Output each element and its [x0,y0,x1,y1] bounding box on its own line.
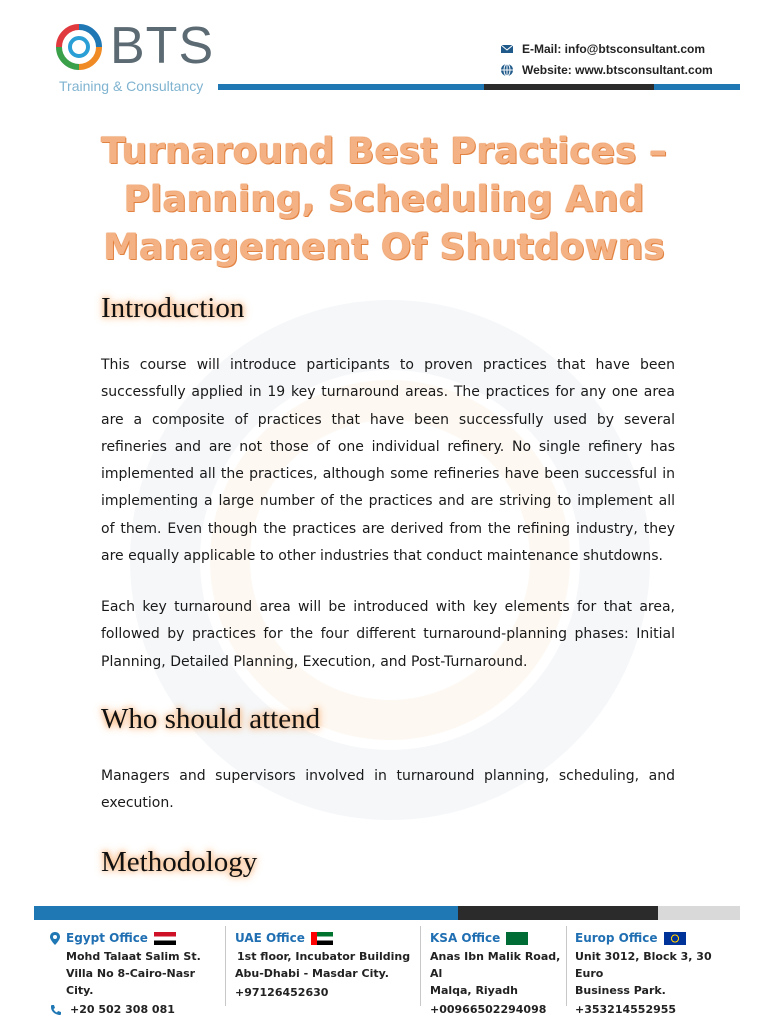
header-bar-dark [484,84,654,90]
phone-icon [50,1004,62,1016]
bts-logo-icon [56,24,102,70]
office-phone: +353214552955 [575,1003,677,1016]
uae-flag-icon [311,932,333,945]
email-icon [500,42,514,56]
who-should-attend-paragraph: Managers and supervisors involved in turnaround planning, scheduling, and execution. [101,768,675,812]
website-text: Website: www.btsconsultant.com [522,63,713,77]
egypt-flag-icon [154,932,176,945]
footer-bar-grey [658,906,740,920]
title-line-3: Management Of Shutdowns [103,227,665,268]
introduction-heading: Introduction [101,292,245,324]
office-address-1: Anas Ibn Malik Road, Al [430,950,561,980]
brand-name: BTS [110,17,215,75]
office-name: Egypt Office [66,931,148,945]
footer-bar-dark [458,906,658,920]
title-line-1: Turnaround Best Practices – [100,131,667,172]
office-address-2: Villa No 8-Cairo-Nasr City. [66,967,196,997]
office-address-2: Business Park. [575,984,666,997]
header-bar-blue [218,84,484,90]
introduction-paragraph-2: Each key turnaround area will be introduced with key elements for that area, followed by practices for the four different turnaround-planning phases: Initial Planning, Detailed Planning, Execution, and Post-Turnaround. [101,599,675,670]
methodology-heading: Methodology [101,846,258,878]
title-line-2: Planning, Scheduling And [123,179,645,220]
footer-divider [420,926,421,1006]
office-name: Europ Office [575,931,658,945]
contact-website[interactable] [500,63,713,77]
footer-divider [225,926,226,1006]
office-address-2: Abu-Dhabi - Masdar City. [235,967,389,980]
location-pin-icon [50,932,60,945]
brand-tagline: Training & Consultancy [59,78,204,94]
footer-divider [566,926,567,1006]
office-phone: +00966502294098 [430,1003,547,1016]
office-ksa [430,930,565,1018]
office-address-1: Mohd Talaat Salim St. [66,950,201,963]
contact-email[interactable] [500,42,705,56]
page-title [40,128,728,272]
office-europe [575,930,735,1018]
office-name: KSA Office [430,931,501,945]
office-phone: +20 502 308 081 [70,1003,175,1016]
office-address-1: 1st floor, Incubator Building [237,950,411,963]
globe-icon [500,63,514,77]
office-address-2: Malqa, Riyadh [430,984,518,997]
introduction-paragraph-1: This course will introduce participants to proven practices that have been successfully applied in 19 key turnaround areas. The practices for any one area are a composite of practices that have been successfully used by several refineries and are not those of one individual refinery. No single refinery has implemented all the practices, although some refineries have been successful in implementing a large number of the practices and are striving to implement all of them. Even though the practices are derived from the refining industry, they are equally applicable to other industries that conduct maintenance shutdowns. [101,357,675,565]
email-text: E-Mail: info@btsconsultant.com [522,42,706,56]
eu-flag-icon [664,932,686,945]
who-should-attend-heading: Who should attend [101,703,321,735]
office-phone: +97126452630 [235,986,329,999]
office-name: UAE Office [235,931,305,945]
office-address-1: Unit 3012, Block 3, 30 Euro [575,950,712,980]
footer-bar-blue [34,906,458,920]
header-bar-accent [654,84,740,90]
ksa-flag-icon [506,932,528,945]
office-egypt [50,930,222,1018]
office-uae [235,930,417,1001]
